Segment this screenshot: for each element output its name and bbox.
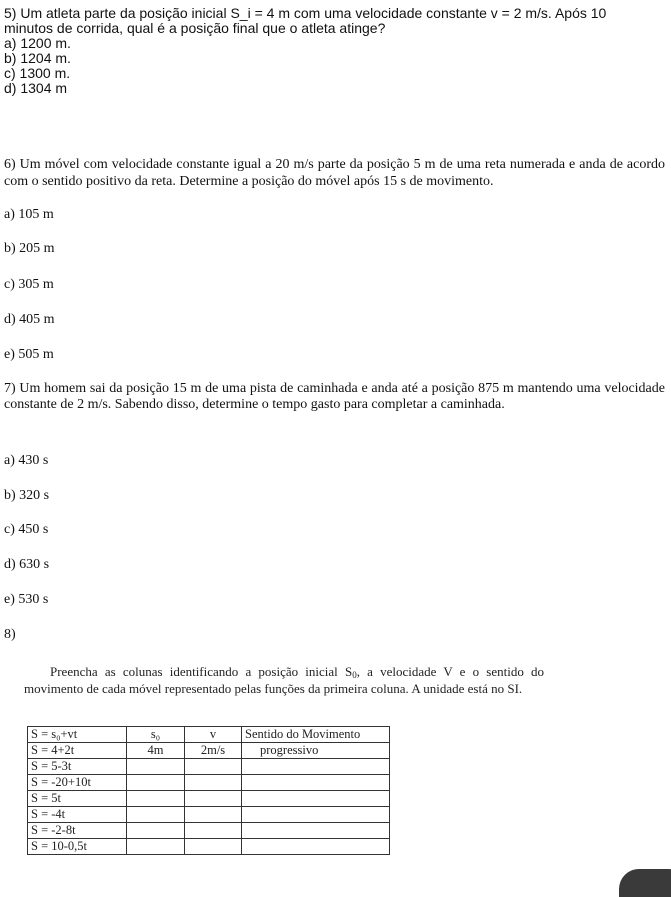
question-7-option-a: a) 430 s xyxy=(4,453,49,468)
cell-v[interactable] xyxy=(185,759,242,775)
cell-s0[interactable] xyxy=(127,823,185,839)
question-7 xyxy=(4,381,665,413)
cell-s0[interactable] xyxy=(127,791,185,807)
question-7-option-e: e) 530 s xyxy=(4,592,49,607)
question-5 xyxy=(4,6,666,96)
cell-s0[interactable] xyxy=(127,759,185,775)
question-6-option-c: c) 305 m xyxy=(4,277,54,292)
cell-v[interactable] xyxy=(185,823,242,839)
cell-s0[interactable] xyxy=(127,807,185,823)
question-5-option-d: d) 1304 m xyxy=(4,80,68,96)
table-row xyxy=(28,823,390,839)
header-function: S = s₀+vt xyxy=(28,727,127,743)
instruction-text-after: , a velocidade V e o sentido do movimento de cada móvel representado pelas funções da primeira coluna. A unidade está no SI. xyxy=(24,664,544,696)
cell-function: S = -20+10t xyxy=(28,775,127,791)
question-7-option-b: b) 320 s xyxy=(4,488,50,503)
corner-overlay-tab xyxy=(619,869,671,897)
cell-direction[interactable]: progressivo xyxy=(242,743,390,759)
question-5-text-line1: 5) Um atleta parte da posição inicial S_i = 4 m com uma velocidade constante v = 2 m/s. Após 10 xyxy=(4,5,607,21)
question-6-option-a: a) 105 m xyxy=(4,207,54,222)
cell-direction[interactable] xyxy=(242,839,390,855)
question-6-text: 6) Um móvel com velocidade constante igual a 20 m/s parte da posição 5 m de uma reta numerada e anda de acordo com o sentido positivo da reta. Determine a posição do móvel após 15 s de movimento. xyxy=(4,157,665,189)
question-5-option-c: c) 1300 m. xyxy=(4,65,71,81)
cell-v[interactable]: 2m/s xyxy=(185,743,242,759)
question-7-text: 7) Um homem sai da posição 15 m de uma pista de caminhada e anda até a posição 875 m mantendo uma velocidade constante de 2 m/s. Sabendo disso, determine o tempo gasto para completar a caminhada. xyxy=(4,381,665,412)
cell-function: S = 5-3t xyxy=(28,759,127,775)
cell-function: S = 5t xyxy=(28,791,127,807)
question-5-option-a: a) 1200 m. xyxy=(4,35,71,51)
cell-function: S = -4t xyxy=(28,807,127,823)
question-5-text-line2: minutos de corrida, qual é a posição final que o atleta atinge? xyxy=(4,20,386,36)
cell-v[interactable] xyxy=(185,839,242,855)
question-8-instruction xyxy=(24,665,544,696)
instruction-text-before: Preencha as colunas identificando a posição inicial S xyxy=(50,664,353,679)
question-8-label: 8) xyxy=(4,627,16,642)
instruction-subscript: 0 xyxy=(352,670,357,680)
table-row xyxy=(28,759,390,775)
cell-function: S = 4+2t xyxy=(28,743,127,759)
cell-direction[interactable] xyxy=(242,807,390,823)
header-direction: Sentido do Movimento xyxy=(242,727,390,743)
question-6-option-e: e) 505 m xyxy=(4,347,54,362)
table-row xyxy=(28,791,390,807)
cell-function: S = 10-0,5t xyxy=(28,839,127,855)
cell-s0[interactable] xyxy=(127,839,185,855)
header-s0: s₀ xyxy=(127,727,185,743)
question-6-option-d: d) 405 m xyxy=(4,312,55,327)
answer-table xyxy=(27,726,390,855)
table-header-row xyxy=(28,727,390,743)
cell-v[interactable] xyxy=(185,791,242,807)
question-6-option-b: b) 205 m xyxy=(4,241,55,256)
cell-function: S = -2-8t xyxy=(28,823,127,839)
cell-s0[interactable] xyxy=(127,775,185,791)
table-row xyxy=(28,807,390,823)
question-6 xyxy=(4,156,665,190)
question-5-option-b: b) 1204 m. xyxy=(4,50,71,66)
header-v: v xyxy=(185,727,242,743)
cell-direction[interactable] xyxy=(242,759,390,775)
table-row xyxy=(28,775,390,791)
cell-s0[interactable]: 4m xyxy=(127,743,185,759)
cell-direction[interactable] xyxy=(242,775,390,791)
cell-direction[interactable] xyxy=(242,791,390,807)
cell-v[interactable] xyxy=(185,775,242,791)
question-7-option-c: c) 450 s xyxy=(4,522,49,537)
table-row xyxy=(28,839,390,855)
table-row xyxy=(28,743,390,759)
cell-direction[interactable] xyxy=(242,823,390,839)
cell-v[interactable] xyxy=(185,807,242,823)
question-7-option-d: d) 630 s xyxy=(4,557,50,572)
